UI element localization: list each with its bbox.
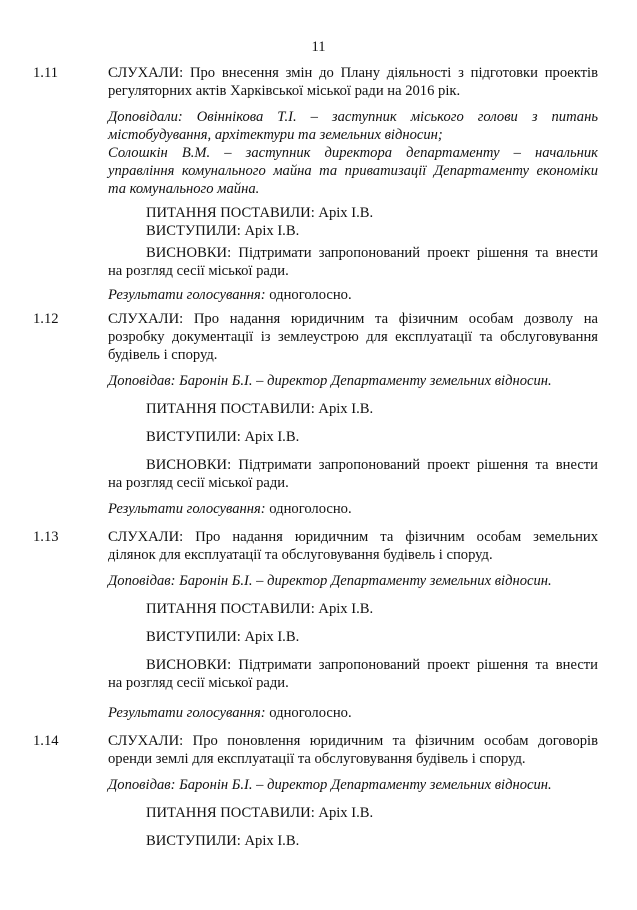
- raised-label: ПИТАННЯ ПОСТАВИЛИ:: [146, 205, 315, 221]
- item-heard: [108, 64, 598, 100]
- page-number: 11: [311, 39, 326, 55]
- heard-text: Про внесення змін до Плану діяльності з підготовки проектів: [189, 65, 598, 81]
- spoke-value: Аріх І.В.: [244, 833, 300, 849]
- reporter-line: Доповідали: Овіннікова Т.І. – заступник міського голови з питань: [108, 109, 598, 125]
- item-spoke: [108, 628, 636, 646]
- item-vote: [108, 704, 598, 722]
- raised-value: Аріх І.В.: [318, 601, 374, 617]
- conclusions-label: ВИСНОВКИ:: [146, 245, 232, 261]
- item-spoke: [108, 428, 636, 446]
- item-reporter: Доповідав: Баронін Б.І. – директор Департаменту земельних відносин.: [108, 373, 552, 389]
- item-raised: [108, 600, 636, 618]
- vote-label: Результати голосування:: [108, 705, 266, 721]
- heard-text: регуляторних актів Харківської міської ради на 2016 рік.: [108, 83, 461, 99]
- item-number: 1.11: [33, 65, 58, 81]
- item-conclusions: [108, 656, 598, 692]
- reporter-line: Солошкін В.М. – заступник директора департаменту – начальник: [108, 145, 598, 161]
- vote-value: одноголосно.: [269, 705, 352, 721]
- vote-label: Результати голосування:: [108, 501, 266, 517]
- item-conclusions: [108, 244, 598, 280]
- vote-value: одноголосно.: [269, 501, 352, 517]
- item-spoke: [108, 222, 636, 240]
- raised-label: ПИТАННЯ ПОСТАВИЛИ:: [146, 401, 315, 417]
- conclusions-text: на розгляд сесії міської ради.: [108, 675, 289, 691]
- heard-text: оренди землі для експлуатації та обслуговування будівель і споруд.: [108, 751, 526, 767]
- raised-value: Аріх І.В.: [318, 205, 374, 221]
- heard-label: СЛУХАЛИ:: [108, 733, 184, 749]
- item-number: 1.13: [33, 529, 59, 545]
- conclusions-label: ВИСНОВКИ:: [146, 657, 232, 673]
- spoke-value: Аріх І.В.: [244, 429, 300, 445]
- conclusions-text: Підтримати запропонований проект рішення та внести: [238, 245, 598, 261]
- heard-text: Про надання юридичним та фізичним особам земельних: [195, 529, 598, 545]
- item-spoke: [108, 832, 636, 850]
- conclusions-text: на розгляд сесії міської ради.: [108, 263, 289, 279]
- heard-text: Про надання юридичним та фізичним особам дозволу на: [193, 311, 598, 327]
- item-reporters: [108, 108, 598, 198]
- item-vote: [108, 500, 598, 518]
- item-heard: [108, 528, 598, 564]
- heard-text: розробку документації із землеустрою для експлуатації та обслуговування: [108, 329, 598, 345]
- reporter-line: та комунального майна.: [108, 181, 260, 197]
- conclusions-text: на розгляд сесії міської ради.: [108, 475, 289, 491]
- heard-label: СЛУХАЛИ:: [108, 65, 184, 81]
- heard-label: СЛУХАЛИ:: [108, 311, 184, 327]
- heard-label: СЛУХАЛИ:: [108, 529, 184, 545]
- heard-text: ділянок для експлуатації та обслуговування будівель і споруд.: [108, 547, 493, 563]
- heard-text: будівель і споруд.: [108, 347, 218, 363]
- item-conclusions: [108, 456, 598, 492]
- raised-value: Аріх І.В.: [318, 805, 374, 821]
- vote-value: одноголосно.: [269, 287, 352, 303]
- raised-value: Аріх І.В.: [318, 401, 374, 417]
- spoke-value: Аріх І.В.: [244, 629, 300, 645]
- item-vote: [108, 286, 598, 304]
- heard-text: Про поновлення юридичним та фізичним особам договорів: [192, 733, 598, 749]
- vote-label: Результати голосування:: [108, 287, 266, 303]
- conclusions-text: Підтримати запропонований проект рішення та внести: [238, 457, 598, 473]
- item-number: 1.12: [33, 311, 59, 327]
- spoke-value: Аріх І.В.: [244, 223, 300, 239]
- item-raised: [108, 204, 636, 222]
- spoke-label: ВИСТУПИЛИ:: [146, 629, 241, 645]
- item-heard: [108, 732, 598, 768]
- spoke-label: ВИСТУПИЛИ:: [146, 833, 241, 849]
- item-heard: [108, 310, 598, 364]
- reporter-line: управління комунального майна та приватизації Департаменту економіки: [108, 163, 598, 179]
- item-reporter: Доповідав: Баронін Б.І. – директор Департаменту земельних відносин.: [108, 573, 552, 589]
- raised-label: ПИТАННЯ ПОСТАВИЛИ:: [146, 601, 315, 617]
- item-raised: [108, 400, 636, 418]
- item-reporter: Доповідав: Баронін Б.І. – директор Департаменту земельних відносин.: [108, 777, 552, 793]
- spoke-label: ВИСТУПИЛИ:: [146, 429, 241, 445]
- conclusions-label: ВИСНОВКИ:: [146, 457, 232, 473]
- raised-label: ПИТАННЯ ПОСТАВИЛИ:: [146, 805, 315, 821]
- reporter-line: містобудування, архітектури та земельних відносин;: [108, 127, 443, 143]
- conclusions-text: Підтримати запропонований проект рішення та внести: [238, 657, 598, 673]
- item-raised: [108, 804, 636, 822]
- spoke-label: ВИСТУПИЛИ:: [146, 223, 241, 239]
- item-number: 1.14: [33, 733, 59, 749]
